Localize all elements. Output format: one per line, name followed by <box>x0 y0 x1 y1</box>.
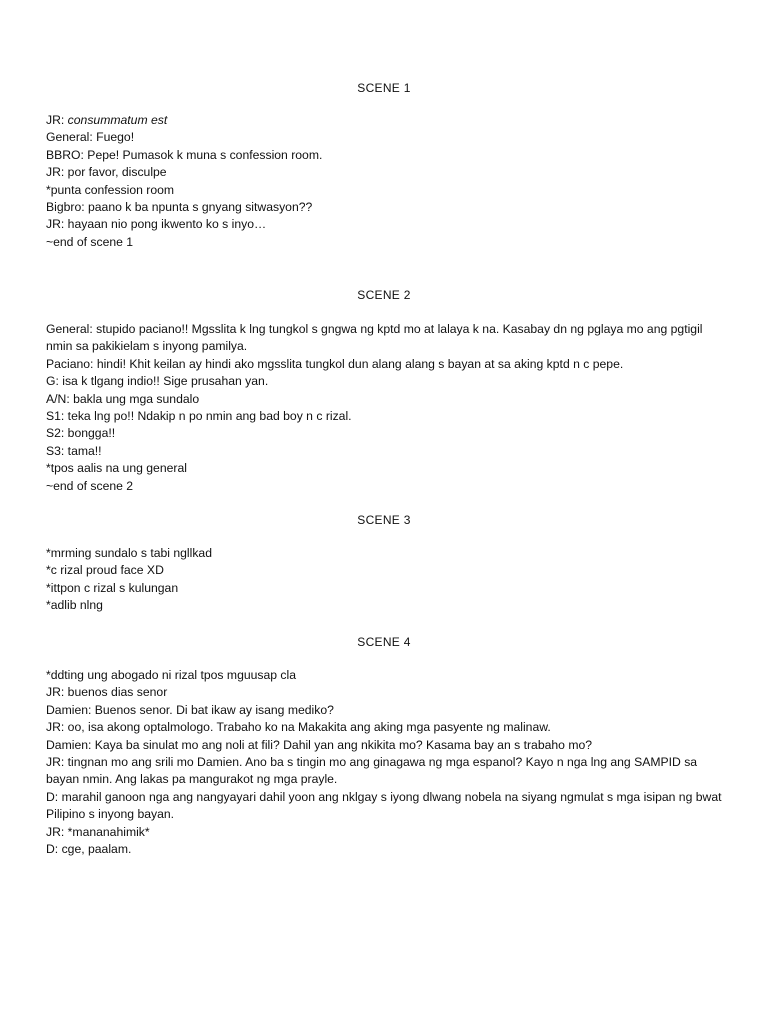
script-line: General: stupido paciano!! Mgsslita k lng tungkol s gngwa ng kptd mo at lalaya k na. Kasabay dn ng pglaya mo ang pgtigil nmin sa pakikielam s inyong pamilya. <box>46 322 703 354</box>
script-line: G: isa k tlgang indio!! Sige prusahan yan. <box>46 374 269 389</box>
script-line: *mrming sundalo s tabi ngllkad <box>46 546 212 560</box>
script-line: BBRO: Pepe! Pumasok k muna s confession room. <box>46 147 323 162</box>
script-line: Damien: Buenos senor. Di bat ikaw ay isang mediko? <box>46 702 334 717</box>
script-line: JR: tingnan mo ang srili mo Damien. Ano ba s tingin mo ang ginagawa ng mga espanol? Kayo n nga lng ang SAMPID sa bayan nmin. Ang lakas pa mangurakot ng mga prayle. <box>46 755 698 787</box>
scene-4-body <box>46 667 730 858</box>
scene-1-body <box>46 112 730 251</box>
script-line: Bigbro: paano k ba npunta s gnyang sitwasyon?? <box>46 200 313 215</box>
script-line: ~end of scene 2 <box>46 478 134 493</box>
script-line: *ittpon c rizal s kulungan <box>46 580 179 595</box>
script-line: *adlib nlng <box>46 598 103 613</box>
script-line: S3: tama!! <box>46 443 102 458</box>
script-line: General: Fuego! <box>46 130 135 145</box>
scene-2-title: SCENE 2 <box>357 288 411 302</box>
scene-2-body <box>46 321 730 495</box>
scene-3-body <box>46 545 730 615</box>
script-line: Damien: Kaya ba sinulat mo ang noli at fili? Dahil yan ang nkikita mo? Kasama bay an s trabaho mo? <box>46 737 593 752</box>
script-line: S1: teka lng po!! Ndakip n po nmin ang bad boy n c rizal. <box>46 409 352 424</box>
scene-1-title: SCENE 1 <box>357 81 411 95</box>
script-line: JR: hayaan nio pong ikwento ko s inyo… <box>46 217 267 232</box>
script-line: *tpos aalis na ung general <box>46 461 187 476</box>
script-line <box>46 112 730 129</box>
latin-phrase: consummatum est <box>67 113 168 127</box>
script-line: Paciano: hindi! Khit keilan ay hindi ako mgsslita tungkol dun alang alang s bayan at sa aking kptd n c pepe. <box>46 356 624 371</box>
script-line: JR: buenos dias senor <box>46 685 168 700</box>
script-line: JR: por favor, disculpe <box>46 165 167 180</box>
script-line: JR: oo, isa akong optalmologo. Trabaho ko na Makakita ang aking mga pasyente ng malinaw. <box>46 720 551 735</box>
scene-3-title: SCENE 3 <box>357 513 411 527</box>
script-line: S2: bongga!! <box>46 426 116 441</box>
script-line: D: marahil ganoon nga ang nangyayari dahil yoon ang nklgay s iyong dlwang nobela na siyang ngmulat s mga isipan ng bwat Pilipino s inyong bayan. <box>46 789 722 822</box>
script-line: JR: *mananahimik* <box>46 824 150 839</box>
speaker-label: JR: <box>46 113 68 127</box>
scene-4-title: SCENE 4 <box>357 635 411 649</box>
script-line: *ddting ung abogado ni rizal tpos mguusap cla <box>46 668 297 682</box>
script-line: *c rizal proud face XD <box>46 563 164 578</box>
script-line: A/N: bakla ung mga sundalo <box>46 391 200 406</box>
script-line: *punta confession room <box>46 182 175 197</box>
script-line: ~end of scene 1 <box>46 234 134 249</box>
script-line: D: cge, paalam. <box>46 842 132 857</box>
